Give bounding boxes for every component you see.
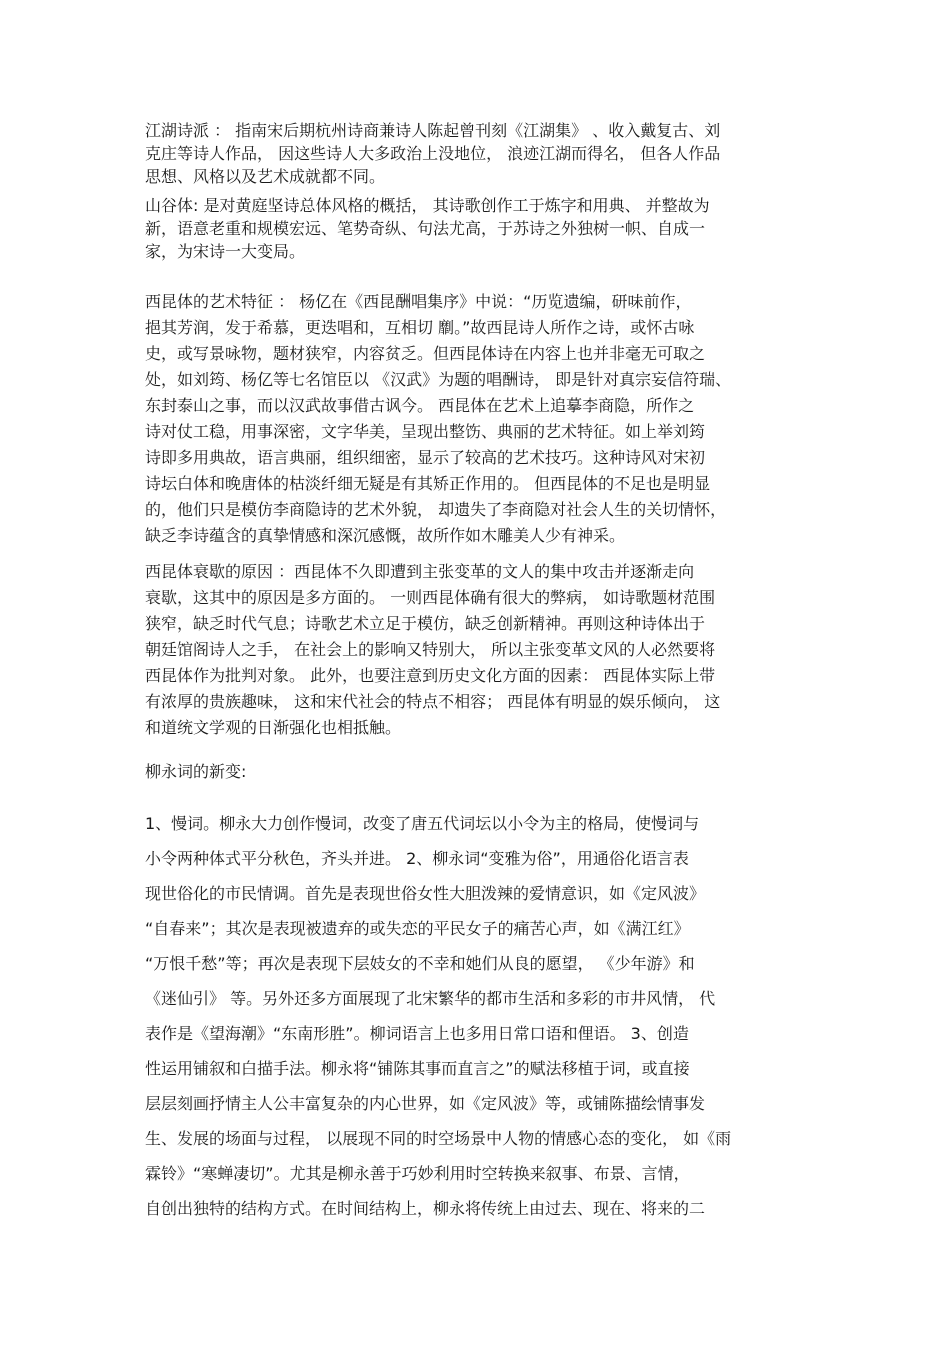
text-line: 克庄等诗人作品， 因这些诗人大多政治上没地位， 浪迹江湖而得名， 但各人作品 [145, 144, 721, 163]
text-line: 东封泰山之事，而以汉武故事借古讽今。 西昆体在艺术上追摹李商隐，所作之 [145, 396, 695, 415]
text-line: 挹其芳润，发于希慕，更迭唱和，互相切 劘。”故西昆诗人所作之诗，或怀古咏 [145, 318, 695, 337]
text-line: 诗即多用典故，语言典丽，组织细密，显示了较高的艺术技巧。这种诗风对宋初 [145, 448, 706, 467]
text-line: 有浓厚的贵族趣味， 这和宋代社会的特点不相容； 西昆体有明显的娱乐倾向， 这 [145, 692, 721, 711]
text-line: 层层刻画抒情主人公丰富复杂的内心世界，如《定风波》等，或铺陈描绘情事发 [145, 1094, 706, 1113]
text-line: 处，如刘筠、杨亿等七名馆臣以 《汉武》为题的唱酬诗， 即是针对真宗妄信符瑞、 [145, 370, 732, 389]
text-line: 现世俗化的市民情调。首先是表现世俗女性大胆泼辣的爱情意识，如《定风波》 [145, 884, 706, 903]
text-line: 表作是《望海潮》“东南形胜”。柳词语言上也多用日常口语和俚语。 3、创造 [145, 1024, 689, 1043]
text-line: 西昆体衰歇的原因 ：西昆体不久即遭到主张变革的文人的集中攻击并逐渐走向 [145, 562, 695, 581]
text-line: 朝廷馆阁诗人之手， 在社会上的影响又特别大， 所以主张变革文风的人必然要将 [145, 640, 716, 659]
text-line: 小令两种体式平分秋色，齐头并进。 2、柳永词“变雅为俗”，用通俗化语言表 [145, 849, 689, 868]
text-line: 新，语意老重和规模宏远、笔势奇纵、句法尤高，于苏诗之外独树一帜、自成一 [145, 219, 706, 238]
text-line: 柳永词的新变: [145, 762, 247, 781]
text-line: 生、发展的场面与过程， 以展现不同的时空场景中人物的情感心态的变化， 如《雨 [145, 1129, 732, 1148]
text-line: 《迷仙引》 等。另外还多方面展现了北宋繁华的都市生活和多彩的市井风情， 代 [145, 989, 716, 1008]
text-line: 和道统文学观的日渐强化也相抵触。 [145, 718, 402, 737]
text-line: 西昆体作为批判对象。 此外，也要注意到历史文化方面的因素： 西昆体实际上带 [145, 666, 716, 685]
text-line: 史，或写景咏物，题材狭窄，内容贫乏。但西昆体诗在内容上也并非毫无可取之 [145, 344, 706, 363]
text-line: 诗对仗工稳，用事深密，文字华美，呈现出整饬、典丽的艺术特征。如上举刘筠 [145, 422, 706, 441]
text-line: 衰歇，这其中的原因是多方面的。 一则西昆体确有很大的弊病， 如诗歌题材范围 [145, 588, 716, 607]
text-line: 霖铃》“寒蝉凄切”。尤其是柳永善于巧妙利用时空转换来叙事、布景、言情， [145, 1164, 690, 1183]
text-line: 自创出独特的结构方式。在时间结构上，柳永将传统上由过去、现在、将来的二 [145, 1199, 706, 1218]
text-line: 家，为宋诗一大变局。 [145, 242, 306, 261]
text-line: 的，他们只是模仿李商隐诗的艺术外貌， 却遗失了李商隐对社会人生的关切情怀， [145, 500, 727, 519]
text-line: 西昆体的艺术特征 ： 杨亿在《西昆酬唱集序》中说：“历览遗编，研味前作， [145, 292, 692, 311]
text-line: 山谷体: 是对黄庭坚诗总体风格的概括， 其诗歌创作工于炼字和用典、 并整故为 [145, 196, 710, 215]
text-line: 缺乏李诗蕴含的真挚情感和深沉感慨，故所作如木雕美人少有神采。 [145, 526, 626, 545]
text-line: 性运用铺叙和白描手法。柳永将“铺陈其事而直言之”的赋法移植于词，或直接 [145, 1059, 690, 1078]
text-line: 思想、风格以及艺术成就都不同。 [145, 167, 386, 186]
text-line: 江湖诗派 ： 指南宋后期杭州诗商兼诗人陈起曾刊刻《江湖集》 、收入戴复古、刘 [145, 121, 721, 140]
text-line: 诗坛白体和晚唐体的枯淡纤细无疑是有其矫正作用的。 但西昆体的不足也是明显 [145, 474, 711, 493]
text-line: 狭窄，缺乏时代气息；诗歌艺术立足于模仿，缺乏创新精神。再则这种诗体出于 [145, 614, 706, 633]
text-line: “万恨千愁”等；再次是表现下层妓女的不幸和她们从良的愿望， 《少年游》和 [145, 954, 695, 973]
text-line: “自春来”；其次是表现被遗弃的或失恋的平民女子的痛苦心声，如《满江红》 [145, 919, 690, 938]
text-line: 1、慢词。柳永大力创作慢词，改变了唐五代词坛以小令为主的格局，使慢词与 [145, 814, 700, 833]
